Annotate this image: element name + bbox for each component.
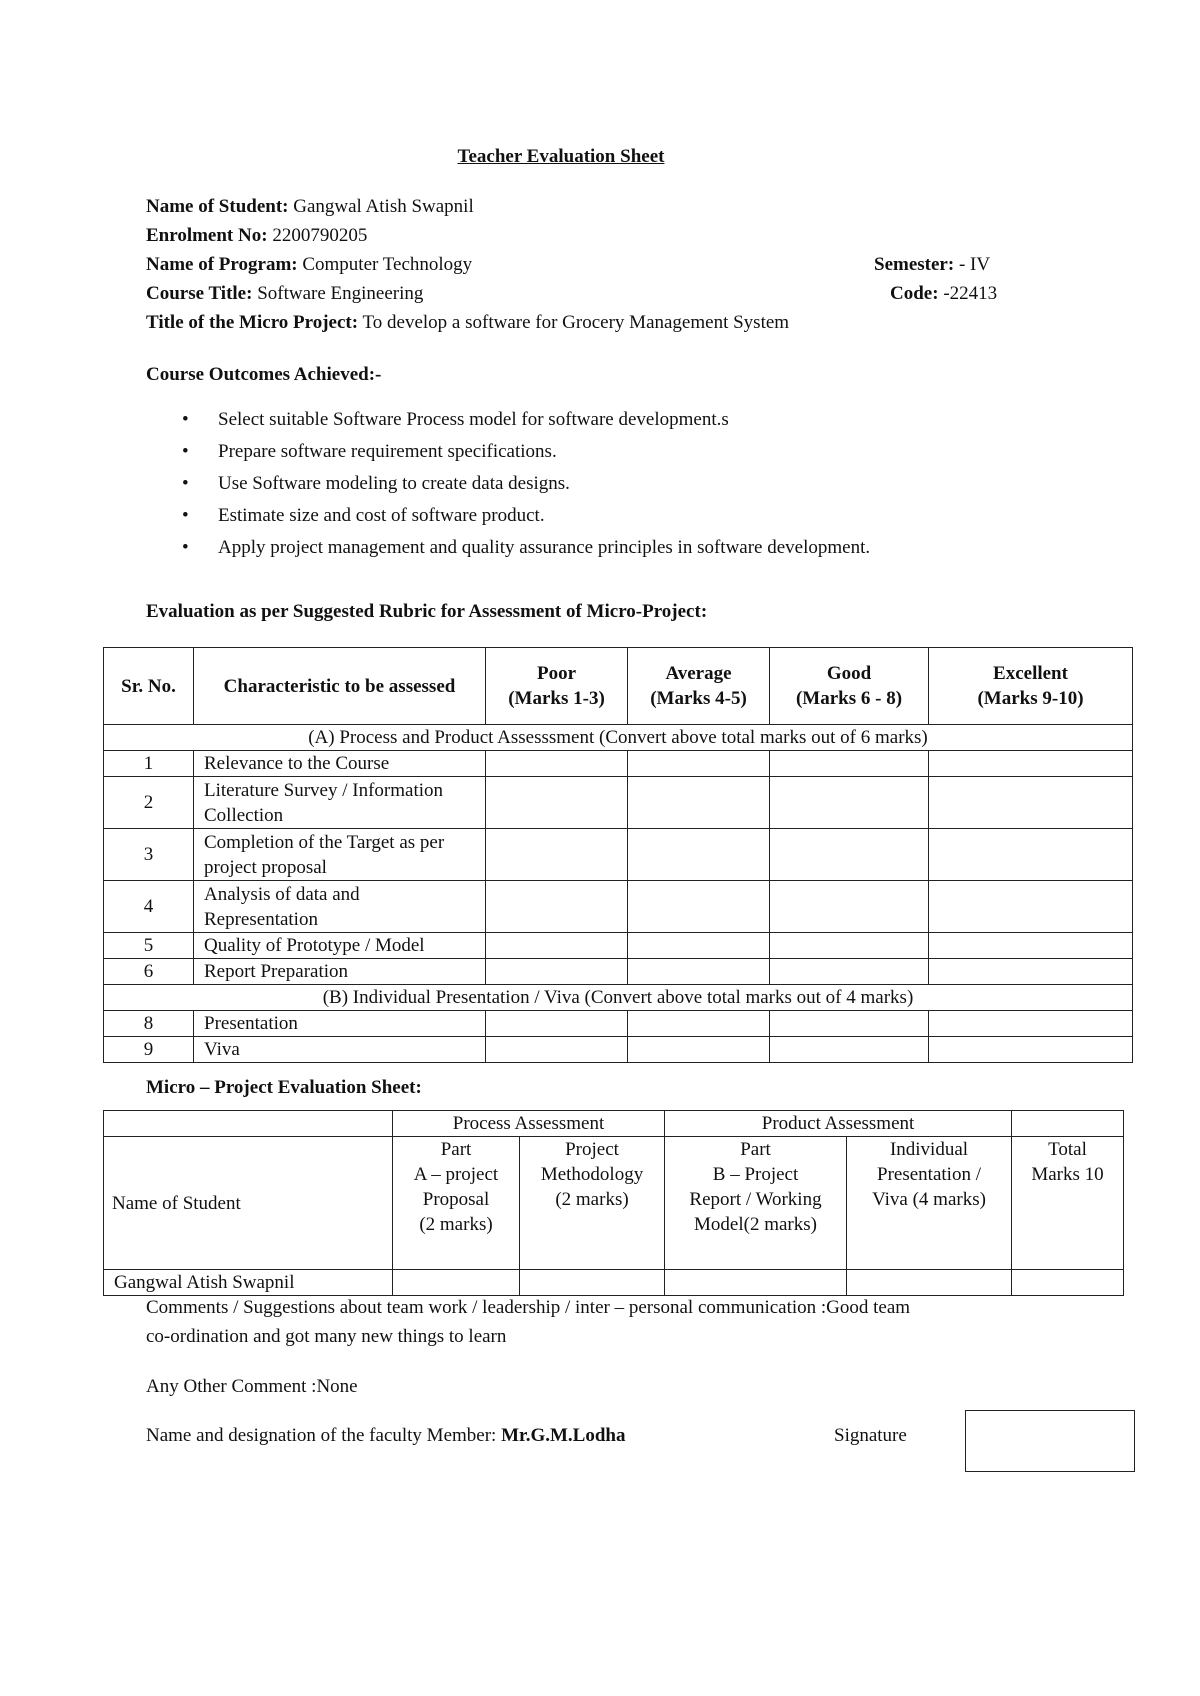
average-cell [628,777,770,829]
excellent-label: Excellent [993,663,1068,684]
table-row [104,1011,1133,1037]
characteristic-cell: Viva [194,1037,486,1063]
poor-cell [486,777,628,829]
section-b-label: (B) Individual Presentation / Viva (Convert above total marks out of 4 marks) [104,985,1133,1011]
rubric-header-row [104,648,1133,725]
empty-cell [104,1111,393,1137]
characteristic-cell: Presentation [194,1011,486,1037]
outcomes-list [146,404,870,564]
table-row [104,1270,1124,1296]
outcome-text: Estimate size and cost of software product. [218,505,545,526]
eval-heading: Micro – Project Evaluation Sheet: [146,1077,422,1098]
total-marks-header: Total Marks 10 [1012,1137,1124,1270]
average-cell [628,959,770,985]
good-cell [770,881,929,933]
part-a-cell [393,1270,520,1296]
faculty-name: Mr.G.M.Lodha [501,1425,626,1446]
micro-project-value: To develop a software for Grocery Management System [358,312,790,333]
course-value: Software Engineering [252,283,424,304]
bullet-icon: • [182,537,189,558]
excellent-cell [929,881,1133,933]
good-cell [770,829,929,881]
student-name-line [146,196,474,218]
average-cell [628,1011,770,1037]
col-poor [486,648,628,725]
signature-box [965,1410,1135,1472]
table-row [104,959,1133,985]
poor-marks: (Marks 1-3) [508,688,605,709]
excellent-cell [929,751,1133,777]
total-cell [1012,1270,1124,1296]
student-name-cell: Gangwal Atish Swapnil [104,1270,393,1296]
outcome-text: Apply project management and quality assurance principles in software development. [218,537,871,558]
part-b-cell [665,1270,847,1296]
good-cell [770,1011,929,1037]
table-row [104,881,1133,933]
bullet-icon: • [182,505,189,526]
section-b-row [104,985,1133,1011]
good-cell [770,959,929,985]
outcome-item [146,404,870,436]
characteristic-cell: Analysis of data and Representation [194,881,486,933]
outcomes-heading: Course Outcomes Achieved:- [146,364,382,385]
good-cell [770,1037,929,1063]
excellent-cell [929,933,1133,959]
semester-label: Semester: [874,254,955,275]
outcome-item [146,468,870,500]
outcome-item [146,500,870,532]
excellent-cell [929,777,1133,829]
table-row [104,829,1133,881]
section-a-row [104,725,1133,751]
col-excellent [929,648,1133,725]
methodology-header: Project Methodology (2 marks) [520,1137,665,1270]
semester-value: - IV [954,254,991,275]
characteristic-cell: Report Preparation [194,959,486,985]
sr-cell: 2 [104,777,194,829]
eval-header-row [104,1137,1124,1270]
enrolment-label: Enrolment No: [146,225,268,246]
code-label: Code: [890,283,939,304]
sr-cell: 9 [104,1037,194,1063]
outcome-text: Use Software modeling to create data designs. [218,473,570,494]
excellent-cell [929,1037,1133,1063]
sr-cell: 8 [104,1011,194,1037]
good-cell [770,777,929,829]
micro-project-label: Title of the Micro Project: [146,312,359,333]
signature-label: Signature [834,1425,907,1446]
product-assessment-header: Product Assessment [665,1111,1012,1137]
eval-group-row [104,1111,1124,1137]
student-name-value: Gangwal Atish Swapnil [288,196,474,217]
enrolment-value: 2200790205 [267,225,368,246]
individual-presentation-header: Individual Presentation / Viva (4 marks) [847,1137,1012,1270]
col-average [628,648,770,725]
sr-cell: 6 [104,959,194,985]
comments-line-2: co-ordination and got many new things to learn [146,1326,507,1347]
poor-cell [486,1011,628,1037]
micro-project-line [146,312,789,334]
sr-cell: 3 [104,829,194,881]
section-a-label: (A) Process and Product Assesssment (Convert above total marks out of 6 marks) [104,725,1133,751]
individual-cell [847,1270,1012,1296]
average-cell [628,881,770,933]
excellent-cell [929,959,1133,985]
poor-cell [486,881,628,933]
excellent-cell [929,1011,1133,1037]
average-marks: (Marks 4-5) [650,688,747,709]
average-cell [628,933,770,959]
good-cell [770,751,929,777]
characteristic-cell: Relevance to the Course [194,751,486,777]
col-good [770,648,929,725]
part-a-header: Part A – project Proposal (2 marks) [393,1137,520,1270]
poor-cell [486,959,628,985]
col-sr-no: Sr. No. [104,648,194,725]
table-row [104,751,1133,777]
program-value: Computer Technology [297,254,473,275]
other-comment: Any Other Comment :None [146,1376,358,1397]
outcome-text: Select suitable Software Process model for software development.s [218,409,729,430]
good-label: Good [826,663,872,684]
process-assessment-header: Process Assessment [393,1111,665,1137]
empty-cell [1012,1111,1124,1137]
student-name-label: Name of Student: [146,196,289,217]
course-label: Course Title: [146,283,253,304]
faculty-label: Name and designation of the faculty Member: [146,1425,502,1446]
bullet-icon: • [182,409,189,430]
micro-project-eval-table [103,1110,1124,1296]
table-row [104,933,1133,959]
table-row [104,1037,1133,1063]
characteristic-cell: Completion of the Target as per project proposal [194,829,486,881]
sr-cell: 1 [104,751,194,777]
bullet-icon: • [182,473,189,494]
enrolment-line [146,225,367,247]
poor-label: Poor [536,663,577,684]
rubric-table [103,647,1133,1063]
average-cell [628,1037,770,1063]
comments-line-1: Comments / Suggestions about team work / leadership / inter – personal communication :Good team [146,1297,911,1318]
outcome-item [146,532,870,564]
code-value: -22413 [938,283,998,304]
average-cell [628,829,770,881]
excellent-cell [929,829,1133,881]
methodology-cell [520,1270,665,1296]
program-label: Name of Program: [146,254,298,275]
sheet-title: Teacher Evaluation Sheet [457,146,665,167]
name-of-student-header: Name of Student [104,1137,393,1270]
code-line [890,283,997,305]
poor-cell [486,829,628,881]
program-line [146,254,472,276]
outcome-text: Prepare software requirement specifications. [218,441,557,462]
poor-cell [486,751,628,777]
good-marks: (Marks 6 - 8) [795,688,903,709]
sr-cell: 5 [104,933,194,959]
average-cell [628,751,770,777]
course-line [146,283,423,305]
part-b-header: Part B – Project Report / Working Model(2 marks) [665,1137,847,1270]
characteristic-cell: Literature Survey / Information Collection [194,777,486,829]
bullet-icon: • [182,441,189,462]
characteristic-cell: Quality of Prototype / Model [194,933,486,959]
col-characteristic: Characteristic to be assessed [194,648,486,725]
excellent-marks: (Marks 9-10) [977,688,1084,709]
table-row [104,777,1133,829]
average-label: Average [665,663,732,684]
rubric-heading: Evaluation as per Suggested Rubric for Assessment of Micro-Project: [146,601,708,622]
sr-cell: 4 [104,881,194,933]
poor-cell [486,933,628,959]
outcome-item [146,436,870,468]
poor-cell [486,1037,628,1063]
faculty-line [146,1425,625,1447]
semester-line [874,254,990,276]
good-cell [770,933,929,959]
